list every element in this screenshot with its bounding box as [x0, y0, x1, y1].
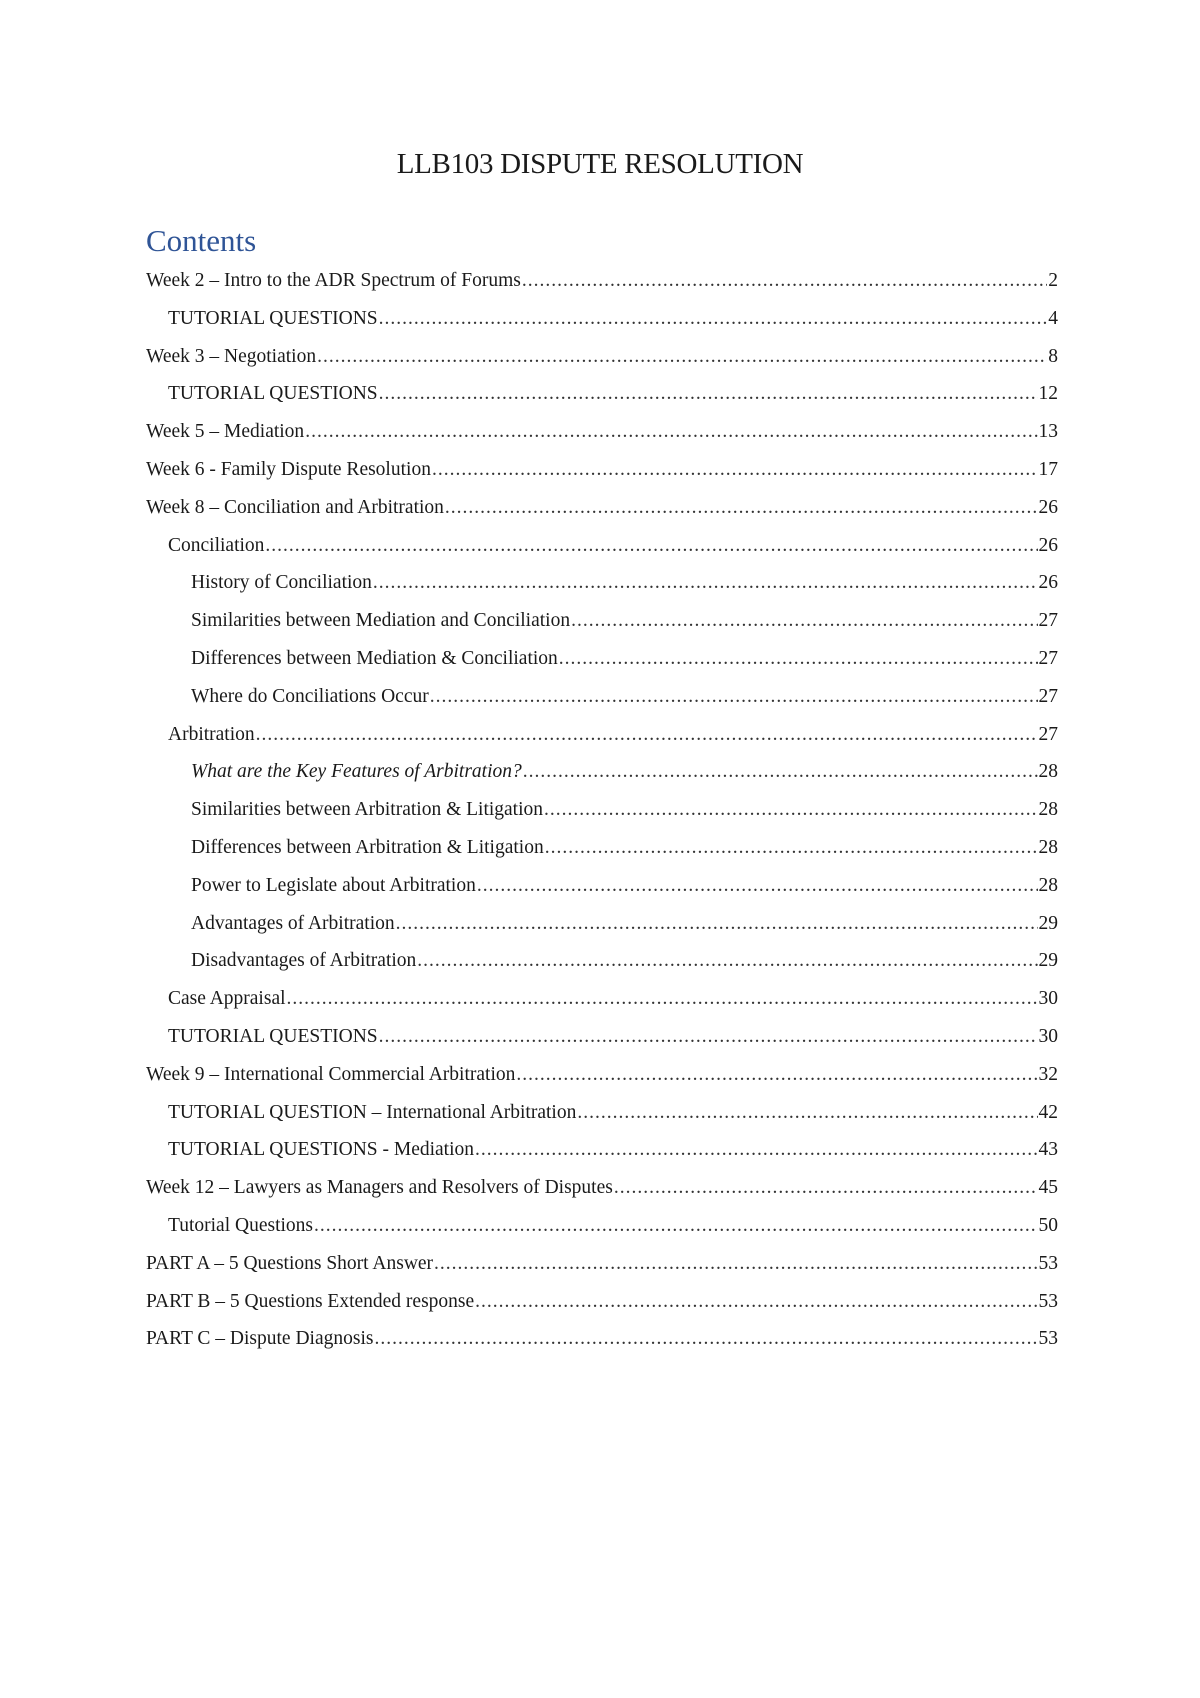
toc-page-number: 53	[1038, 1252, 1058, 1274]
toc-entry[interactable]	[146, 602, 1058, 640]
toc-page-number: 8	[1048, 345, 1058, 367]
toc-entry[interactable]	[146, 640, 1058, 678]
toc-entry[interactable]	[146, 489, 1058, 527]
toc-dot-leader	[432, 451, 1038, 489]
toc-dot-leader	[516, 1056, 1037, 1094]
toc-entry-label[interactable]: Week 6 - Family Dispute Resolution	[146, 458, 431, 480]
toc-dot-leader	[434, 1245, 1037, 1283]
toc-dot-leader	[544, 791, 1037, 829]
toc-entry-label[interactable]: PART C – Dispute Diagnosis	[146, 1328, 374, 1350]
toc-entry[interactable]	[146, 867, 1058, 905]
toc-page-number: 28	[1038, 874, 1058, 896]
toc-entry[interactable]	[146, 564, 1058, 602]
toc-entry-label[interactable]: Week 5 – Mediation	[146, 421, 305, 443]
toc-entry[interactable]	[146, 905, 1058, 943]
toc-entry-label[interactable]: Case Appraisal	[168, 988, 286, 1010]
toc-entry-label[interactable]: Where do Conciliations Occur	[191, 685, 429, 707]
toc-entry-label[interactable]: TUTORIAL QUESTIONS	[168, 307, 378, 329]
toc-entry[interactable]	[146, 338, 1058, 376]
toc-entry[interactable]	[146, 1169, 1058, 1207]
toc-dot-leader	[374, 1320, 1037, 1358]
toc-entry-label[interactable]: Week 12 – Lawyers as Managers and Resolvers of Disputes	[146, 1177, 613, 1199]
toc-entry[interactable]	[146, 451, 1058, 489]
toc-dot-leader	[475, 1283, 1037, 1321]
toc-dot-leader	[577, 1094, 1037, 1132]
toc-dot-leader	[523, 753, 1038, 791]
toc-dot-leader	[256, 716, 1038, 754]
document-title: LLB103 DISPUTE RESOLUTION	[396, 148, 804, 180]
toc-dot-leader	[265, 527, 1037, 565]
toc-dot-leader	[571, 602, 1037, 640]
toc-dot-leader	[314, 1207, 1037, 1245]
toc-entry-label[interactable]: Similarities between Mediation and Conciliation	[191, 610, 571, 632]
toc-page-number: 17	[1038, 458, 1058, 480]
toc-page-number: 2	[1048, 270, 1058, 291]
toc-page-number: 27	[1038, 723, 1058, 745]
toc-entry[interactable]	[146, 1131, 1058, 1169]
toc-entry-label[interactable]: TUTORIAL QUESTIONS	[168, 1025, 378, 1047]
toc-page-number: 45	[1038, 1177, 1058, 1199]
toc-dot-leader	[287, 980, 1038, 1018]
toc-entry[interactable]	[146, 1094, 1058, 1132]
toc-dot-leader	[379, 1018, 1038, 1056]
toc-dot-leader	[417, 942, 1037, 980]
toc-dot-leader	[445, 489, 1038, 527]
toc-entry-label[interactable]: PART A – 5 Questions Short Answer	[146, 1252, 434, 1274]
toc-entry[interactable]	[146, 1056, 1058, 1094]
toc-page-number: 29	[1038, 912, 1058, 934]
toc-entry-label[interactable]: Similarities between Arbitration & Litigation	[191, 799, 544, 821]
toc-page-number: 26	[1038, 534, 1058, 556]
toc-page-number: 42	[1038, 1101, 1058, 1123]
toc-page-number: 26	[1038, 496, 1058, 518]
toc-dot-leader	[559, 640, 1038, 678]
toc-dot-leader	[614, 1169, 1038, 1207]
toc-dot-leader	[475, 1131, 1037, 1169]
toc-page-number: 43	[1038, 1139, 1058, 1161]
toc-entry[interactable]	[146, 527, 1058, 565]
toc-entry[interactable]	[146, 262, 1058, 300]
toc-entry-label[interactable]: Week 9 – International Commercial Arbitration	[146, 1063, 516, 1085]
toc-page-number: 50	[1038, 1214, 1058, 1236]
contents-heading: Contents	[146, 223, 257, 258]
toc-entry[interactable]	[146, 791, 1058, 829]
toc-entry-label[interactable]: PART B – 5 Questions Extended response	[146, 1290, 475, 1312]
toc-entry[interactable]	[146, 753, 1058, 791]
toc-entry[interactable]	[146, 678, 1058, 716]
toc-entry[interactable]	[146, 716, 1058, 754]
toc-page-number: 27	[1038, 647, 1058, 669]
toc-entry[interactable]	[146, 1018, 1058, 1056]
toc-dot-leader	[373, 564, 1038, 602]
toc-page-number: 28	[1038, 799, 1058, 821]
toc-dot-leader	[305, 413, 1037, 451]
toc-entry-label[interactable]: Conciliation	[168, 534, 265, 556]
toc-entry-label[interactable]: TUTORIAL QUESTIONS	[168, 383, 378, 405]
toc-page-number: 32	[1038, 1063, 1058, 1085]
toc-entry-label[interactable]: Week 3 – Negotiation	[146, 345, 317, 367]
toc-entry[interactable]	[146, 413, 1058, 451]
toc-page-number: 30	[1038, 1025, 1058, 1047]
toc-entry-label[interactable]: TUTORIAL QUESTION – International Arbitration	[168, 1101, 577, 1123]
toc-entry[interactable]	[146, 1283, 1058, 1321]
toc-page-number: 27	[1038, 610, 1058, 632]
toc-entry[interactable]	[146, 942, 1058, 980]
toc-page-number: 30	[1038, 988, 1058, 1010]
toc-entry[interactable]	[146, 1245, 1058, 1283]
toc-entry-label[interactable]: Disadvantages of Arbitration	[191, 950, 417, 972]
toc-entry-label[interactable]: Tutorial Questions	[168, 1214, 314, 1236]
toc-page-number: 13	[1038, 421, 1058, 443]
toc-entry[interactable]	[146, 829, 1058, 867]
toc-entry-label[interactable]: TUTORIAL QUESTIONS - Mediation	[168, 1139, 475, 1161]
toc-entry-label[interactable]: Arbitration	[168, 723, 255, 745]
toc-page-number: 12	[1038, 383, 1058, 405]
table-of-contents	[146, 262, 1058, 1358]
toc-dot-leader	[317, 338, 1047, 376]
toc-page-number: 53	[1038, 1290, 1058, 1312]
toc-entry-label[interactable]: What are the Key Features of Arbitration?	[191, 761, 522, 783]
toc-page-number: 27	[1038, 685, 1058, 707]
toc-dot-leader	[522, 262, 1047, 300]
toc-dot-leader	[379, 300, 1048, 338]
toc-entry-label[interactable]: Week 8 – Conciliation and Arbitration	[146, 496, 444, 518]
toc-page-number: 28	[1038, 761, 1058, 783]
toc-entry-label[interactable]: Differences between Arbitration & Litigation	[191, 836, 544, 858]
toc-entry[interactable]	[146, 375, 1058, 413]
toc-dot-leader	[545, 829, 1038, 867]
toc-entry[interactable]	[146, 300, 1058, 338]
toc-entry[interactable]	[146, 980, 1058, 1018]
toc-entry[interactable]	[146, 1207, 1058, 1245]
toc-page-number: 28	[1038, 836, 1058, 858]
toc-entry-label[interactable]: History of Conciliation	[191, 572, 372, 594]
toc-page-number: 53	[1038, 1328, 1058, 1350]
toc-entry[interactable]	[146, 1320, 1058, 1358]
toc-dot-leader	[379, 375, 1038, 413]
toc-entry-label[interactable]: Advantages of Arbitration	[191, 912, 395, 934]
toc-dot-leader	[396, 905, 1038, 943]
toc-page-number: 26	[1038, 572, 1058, 594]
toc-dot-leader	[430, 678, 1038, 716]
toc-dot-leader	[477, 867, 1038, 905]
toc-entry-label[interactable]: Power to Legislate about Arbitration	[191, 874, 476, 896]
toc-page-number: 29	[1038, 950, 1058, 972]
toc-entry-label[interactable]: Week 2 – Intro to the ADR Spectrum of Forums	[146, 270, 521, 291]
toc-page-number: 4	[1048, 307, 1058, 329]
toc-entry-label[interactable]: Differences between Mediation & Conciliation	[191, 647, 558, 669]
